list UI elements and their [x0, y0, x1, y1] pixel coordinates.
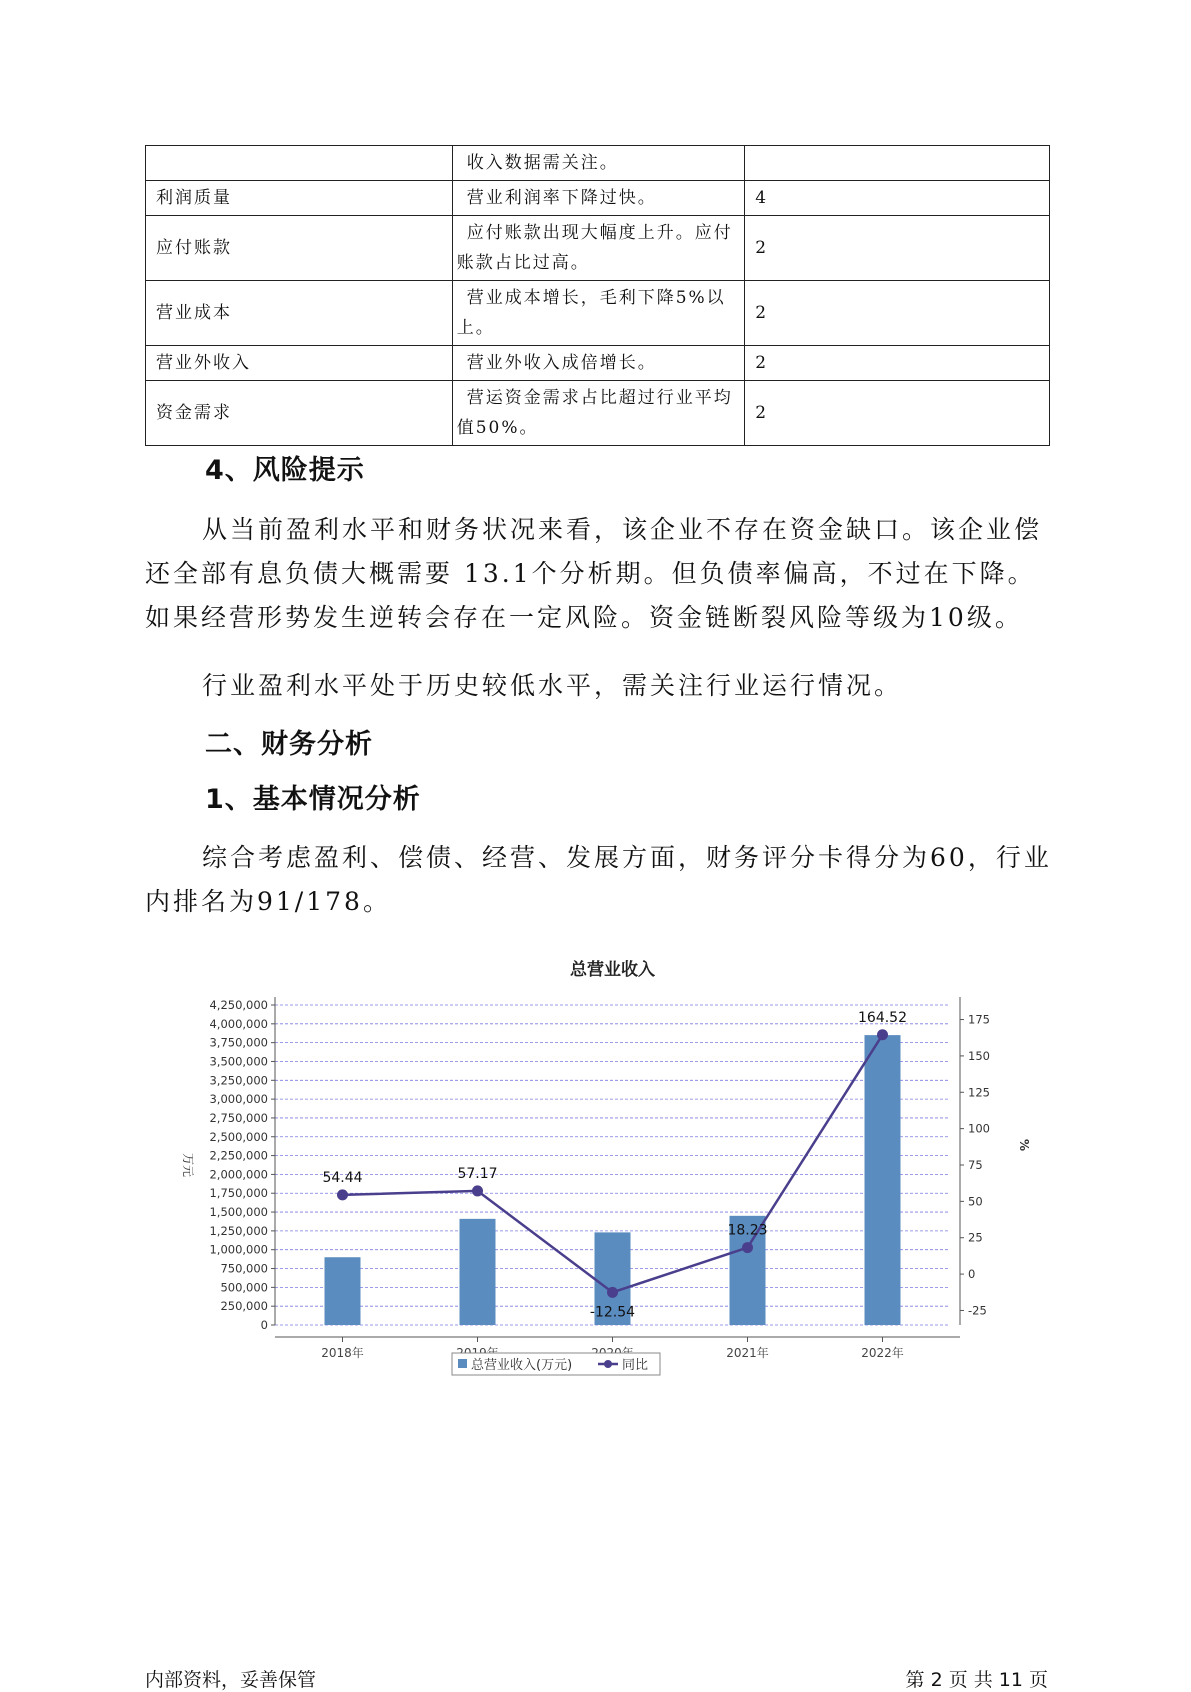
chart-title: 总营业收入 — [570, 960, 655, 980]
y-left-tick-label: 1,250,000 — [209, 1223, 268, 1238]
y-right-tick-label: 175 — [968, 1012, 990, 1027]
yoy-data-label: 57.17 — [457, 1165, 498, 1182]
legend-bar-swatch — [458, 1359, 467, 1368]
y-right-tick-label: 100 — [968, 1121, 990, 1136]
yoy-point — [742, 1242, 753, 1253]
table-cell-item: 营业成本 — [146, 281, 453, 346]
risk-table — [145, 145, 1050, 446]
table-row — [146, 216, 1050, 281]
table-row — [146, 346, 1050, 381]
bar — [325, 1257, 361, 1325]
y-right-tick-label: -25 — [968, 1303, 987, 1318]
x-tick-label: 2022年 — [861, 1346, 904, 1360]
table-cell-score: 2 — [745, 381, 1050, 446]
yoy-point — [472, 1185, 483, 1196]
x-tick-label: 2021年 — [726, 1346, 769, 1360]
y-left-tick-label: 2,750,000 — [209, 1110, 268, 1125]
y-right-tick-label: 150 — [968, 1048, 990, 1063]
table-cell-description: 营业利润率下降过快。 — [452, 181, 745, 216]
bar — [865, 1035, 901, 1325]
y-left-tick-label: 250,000 — [220, 1299, 268, 1314]
legend-bar-label: 总营业收入(万元) — [471, 1358, 573, 1373]
yoy-point — [607, 1287, 618, 1298]
y-left-tick-label: 3,750,000 — [209, 1035, 268, 1050]
y-right-tick-label: 0 — [968, 1267, 976, 1282]
y-right-tick-label: 75 — [968, 1158, 983, 1172]
bar — [460, 1219, 496, 1325]
table-cell-score: 2 — [745, 346, 1050, 381]
yoy-point — [337, 1189, 348, 1200]
table-cell-score: 4 — [745, 181, 1050, 216]
y-left-tick-label: 2,000,000 — [209, 1167, 268, 1182]
y-right-tick-label: 25 — [968, 1230, 983, 1245]
table-cell-description: 营业成本增长，毛利下降5%以上。 — [452, 281, 745, 346]
table-cell-description: 收入数据需关注。 — [452, 146, 745, 181]
y-left-tick-label: 2,250,000 — [209, 1148, 268, 1163]
y-left-tick-label: 4,250,000 — [209, 998, 268, 1012]
risk-heading: 4、风险提示 — [205, 455, 365, 486]
y-left-tick-label: 1,000,000 — [209, 1242, 268, 1257]
legend-line-label: 同比 — [622, 1358, 649, 1373]
y-left-tick-label: 4,000,000 — [209, 1016, 268, 1031]
y-left-axis-label: 万元 — [181, 1152, 195, 1178]
risk-paragraph-1: 从当前盈利水平和财务状况来看，该企业不存在资金缺口。该企业偿还全部有息负债大概需要 13.1个分析期。但负债率偏高，不过在下降。如果经营形势发生逆转会存在一定风险。资金链断裂风险等级为10级。 — [145, 515, 1043, 632]
footer-page-number: 第 2 页 共 11 页 — [905, 1669, 1048, 1691]
x-tick-label: 2018年 — [321, 1346, 364, 1360]
table-row — [146, 146, 1050, 181]
y-left-tick-label: 1,500,000 — [209, 1205, 268, 1220]
basic-analysis-paragraph: 综合考虑盈利、偿债、经营、发展方面，财务评分卡得分为60，行业内排名为91/178。 — [145, 843, 1052, 916]
revenue-chart — [170, 945, 1040, 1405]
table-cell-item: 营业外收入 — [146, 346, 453, 381]
y-left-tick-label: 3,500,000 — [209, 1054, 268, 1069]
y-right-tick-label: 50 — [968, 1194, 983, 1209]
table-row — [146, 381, 1050, 446]
table-row — [146, 181, 1050, 216]
table-cell-item: 利润质量 — [146, 181, 453, 216]
y-left-tick-label: 750,000 — [220, 1261, 268, 1276]
footer-left: 内部资料，妥善保管 — [145, 1669, 317, 1691]
table-cell-description: 营业外收入成倍增长。 — [452, 346, 745, 381]
y-right-tick-label: 125 — [968, 1085, 990, 1100]
y-left-tick-label: 1,750,000 — [209, 1186, 268, 1201]
table-cell-score: 2 — [745, 216, 1050, 281]
table-cell-item: 资金需求 — [146, 381, 453, 446]
yoy-point — [877, 1029, 888, 1040]
yoy-data-label: 54.44 — [322, 1169, 363, 1186]
table-cell-score — [745, 146, 1050, 181]
yoy-data-label: 164.52 — [858, 1009, 907, 1026]
table-row — [146, 281, 1050, 346]
finance-heading: 二、财务分析 — [205, 729, 373, 760]
legend-line-marker — [604, 1360, 612, 1368]
risk-paragraph-2: 行业盈利水平处于历史较低水平，需关注行业运行情况。 — [202, 671, 903, 700]
table-cell-description: 应付账款出现大幅度上升。应付账款占比过高。 — [452, 216, 745, 281]
y-left-tick-label: 2,500,000 — [209, 1129, 268, 1144]
basic-analysis-heading: 1、基本情况分析 — [205, 784, 421, 815]
y-right-axis-label: % — [1017, 1138, 1031, 1152]
y-left-tick-label: 0 — [260, 1318, 268, 1332]
y-left-tick-label: 3,250,000 — [209, 1073, 268, 1088]
yoy-data-label: -12.54 — [589, 1304, 636, 1321]
table-cell-description: 营运资金需求占比超过行业平均值50%。 — [452, 381, 745, 446]
y-left-tick-label: 500,000 — [220, 1280, 268, 1295]
y-left-tick-label: 3,000,000 — [209, 1092, 268, 1107]
table-cell-item: 应付账款 — [146, 216, 453, 281]
table-cell-item — [146, 146, 453, 181]
yoy-data-label: 18.23 — [727, 1222, 768, 1239]
table-cell-score: 2 — [745, 281, 1050, 346]
